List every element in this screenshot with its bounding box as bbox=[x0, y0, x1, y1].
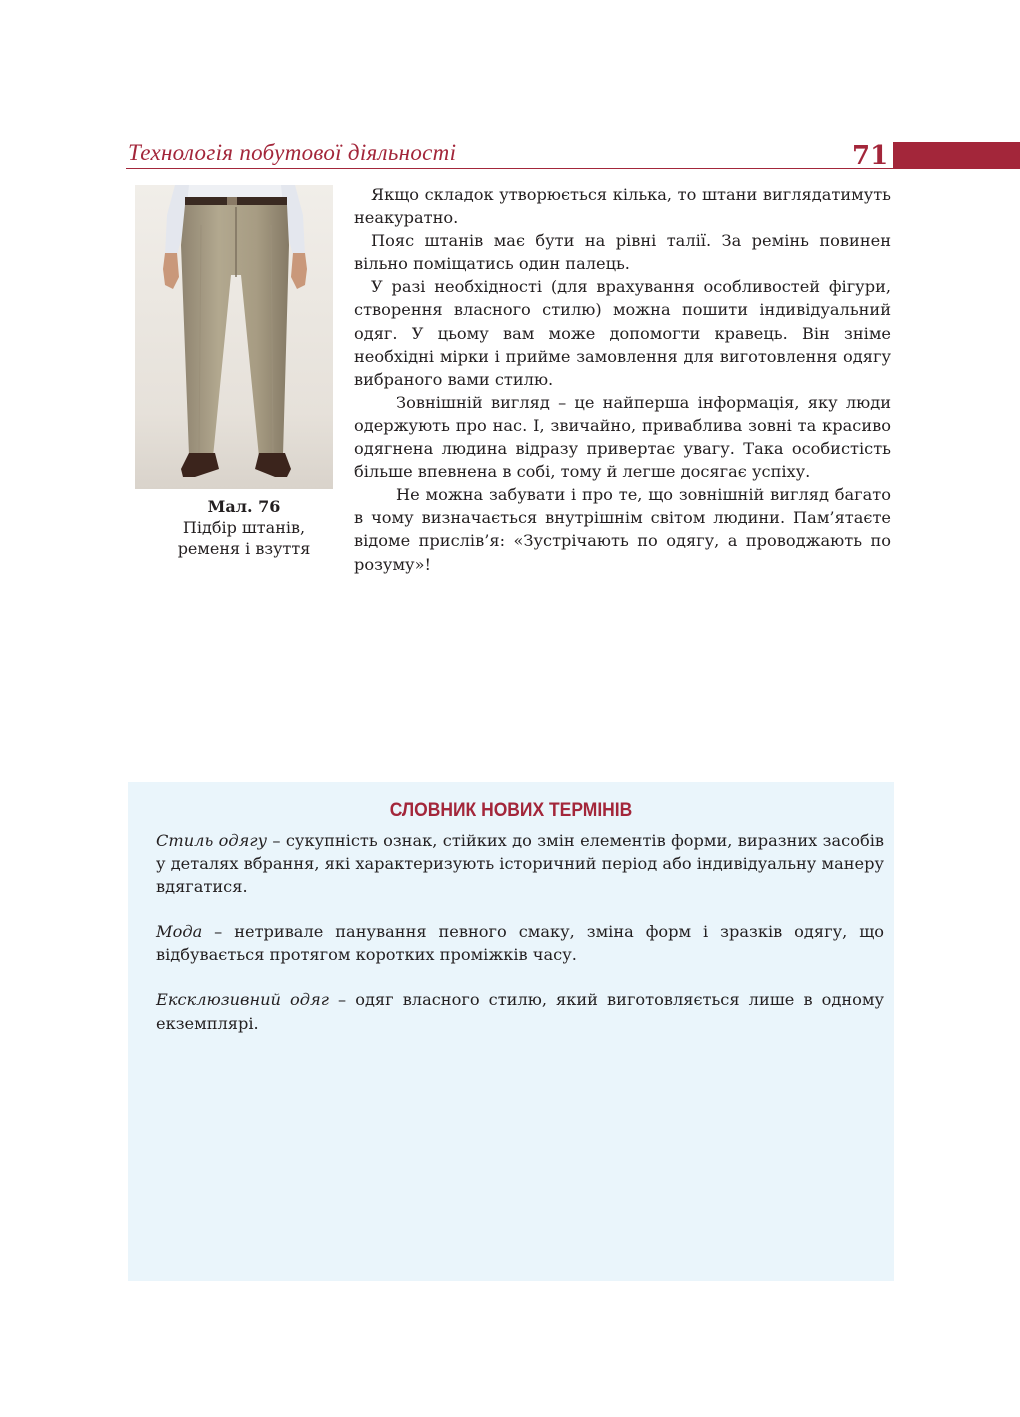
figure-caption-line: ременя і взуття bbox=[177, 539, 311, 558]
body-paragraph: Не можна забувати і про те, що зовнішній вигляд багато в чому визначається внутрішнім світом людини. Пам’ятаєте відоме прислів’я: «Зустрічають по одягу, а проводжають по розуму»! bbox=[354, 485, 891, 574]
glossary-title: СЛОВНИК НОВИХ ТЕРМІНІВ bbox=[389, 800, 633, 821]
glossary-entry bbox=[156, 829, 884, 898]
glossary-entry bbox=[156, 920, 884, 966]
body-text bbox=[354, 183, 891, 576]
glossary-term: Стиль одягу bbox=[156, 831, 267, 850]
figure-caption bbox=[130, 496, 358, 559]
glossary-definition: – одяг власного стилю, який виготовляється лише в одному екземплярі. bbox=[156, 990, 885, 1033]
body-paragraph: У разі необхідності (для врахування особливостей фігури, створення власного стилю) можна пошити індивідуальний одяг. У цьому вам може допомогти кравець. Він зніме необхідні мірки і прийме замовлення для виготовлення одягу вибраного вами стилю. bbox=[354, 277, 891, 389]
body-paragraph: Пояс штанів має бути на рівні талії. За ремінь повинен вільно поміщатись один палець. bbox=[354, 231, 891, 274]
glossary-box bbox=[128, 782, 894, 1281]
glossary-entry bbox=[156, 988, 884, 1034]
page-number: 71 bbox=[852, 141, 889, 171]
glossary-term: Ексклюзивний одяг bbox=[156, 990, 329, 1010]
body-paragraph: Якщо складок утворюється кілька, то штани виглядатимуть неакуратно. bbox=[354, 185, 891, 228]
figure-caption-line: Підбір штанів, bbox=[182, 518, 306, 537]
glossary-term: Мода bbox=[156, 922, 203, 942]
body-paragraph: Зовнішній вигляд – це найперша інформація, яку люди одержують про нас. І, звичайно, приваблива зовні та красиво одягнена людина відразу привертає увагу. Така особистість більше впевнена в собі, тому й легше досягає успіху. bbox=[354, 392, 891, 482]
glossary-entries bbox=[156, 829, 884, 1057]
header-rule bbox=[126, 168, 893, 169]
header-accent-bar bbox=[893, 142, 1020, 169]
figure-trousers-photo bbox=[135, 185, 333, 489]
trousers-illustration bbox=[135, 185, 333, 489]
figure-label: Мал. 76 bbox=[207, 497, 281, 516]
running-title: Технологія побутової діяльності bbox=[128, 140, 457, 165]
glossary-definition: – нетривале панування певного смаку, зміна форм і зразків одягу, що відбувається протягом коротких проміжків часу. bbox=[156, 922, 884, 965]
glossary-definition: – сукупність ознак, стійких до змін елементів форми, виразних засобів у деталях вбрання, які характеризують історичний період або індивідуальну манеру вдягатися. bbox=[156, 831, 884, 897]
